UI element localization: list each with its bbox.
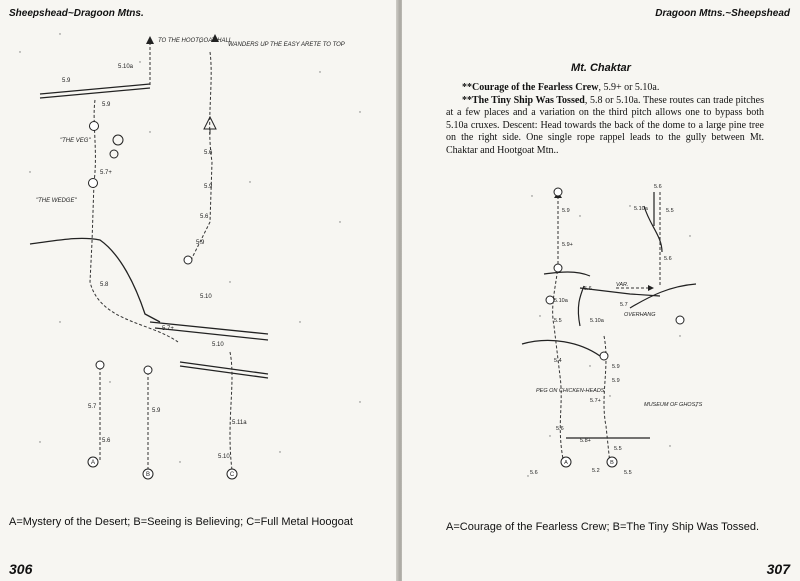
running-head-left: Sheepshead~Dragoon Mtns. xyxy=(9,8,144,19)
grade-label: 5.9+ xyxy=(562,242,573,248)
grade-label: 5.8+ xyxy=(580,438,591,444)
left-caption: A=Mystery of the Desert; B=Seeing is Believing; C=Full Metal Hoogoat xyxy=(9,516,353,528)
page-number-right: 307 xyxy=(766,561,790,577)
right-page xyxy=(402,0,800,581)
grade-label: 5.7 xyxy=(88,404,97,410)
grade-label: 5.6 xyxy=(654,184,662,190)
grade-label: 5.9 xyxy=(204,184,213,190)
grade-label: 5.6 xyxy=(204,150,213,156)
grade-label: 5.9 xyxy=(102,102,111,108)
bush-icon xyxy=(113,135,123,145)
right-caption: A=Courage of the Fearless Crew; B=The Tiny Ship Was Tossed. xyxy=(446,521,760,533)
belay-marker xyxy=(554,264,562,272)
belay-marker xyxy=(96,361,104,369)
grade-label: 5.6 xyxy=(556,426,564,432)
grade-label: 5.7 xyxy=(620,302,628,308)
running-head-right: Dragoon Mtns.~Sheepshead xyxy=(655,8,790,19)
grade-label: 5.5 xyxy=(614,446,622,452)
route2-paragraph: **The Tiny Ship Was Tossed, 5.8 or 5.10a. These routes can trade pitches at a few places and a variation on the third pitch allows one to bypass both 5.10a cruxes. Descent: Head towards the back of the dome to a large pine tree on the right side. One single rope rappel leads to the gully between Mt. Chaktar and Hootgoat Mtn.. xyxy=(446,94,765,156)
label-peg: PEG ON CHICKEN-HEADS xyxy=(536,388,605,394)
route-description xyxy=(446,82,764,157)
grade-label: 5.9 xyxy=(152,408,161,414)
grade-label: 5.6 xyxy=(200,214,209,220)
marker-letter-b: B xyxy=(145,472,151,478)
belay-marker xyxy=(184,256,192,264)
arrow-up-icon xyxy=(146,36,154,44)
grade-label: 5.10a xyxy=(554,298,568,304)
grade-label: 5.11a xyxy=(232,420,247,426)
grade-label: 5.10a xyxy=(590,318,604,324)
route-c-line xyxy=(230,352,232,470)
grade-label: 5.6 xyxy=(584,286,592,292)
grade-label: 5.2 xyxy=(592,468,600,474)
section-title: Mt. Chaktar xyxy=(571,62,631,74)
label-museum: MUSEUM OF GHOSTS xyxy=(644,402,703,408)
belay-marker xyxy=(89,179,98,188)
route2-name: The Tiny Ship Was Tossed xyxy=(472,94,585,106)
page-number-left: 306 xyxy=(9,561,33,577)
grade-label: 5.10a xyxy=(634,206,648,212)
grade-label: 5.5 xyxy=(554,318,562,324)
right-topo-diagram xyxy=(520,176,706,484)
grade-label: 5.6 xyxy=(664,256,672,262)
label-the-wedge: "THE WEDGE" xyxy=(36,198,77,204)
belay-marker xyxy=(676,316,684,324)
grade-label: 5.7+ xyxy=(100,170,112,176)
left-topo-diagram xyxy=(0,22,398,492)
label-to-hootgoat: TO THE HOOTGOAT HALL xyxy=(158,38,233,44)
left-page xyxy=(0,0,398,581)
grade-label: 5.9 xyxy=(612,378,620,384)
belay-marker xyxy=(90,122,99,131)
grade-label: 5.10a xyxy=(118,64,134,70)
grade-label: 5.5 xyxy=(624,470,632,476)
marker-letter-a: A xyxy=(564,460,568,466)
marker-letter-c: C xyxy=(229,472,235,478)
grade-label: 5.10 xyxy=(218,454,230,460)
route1-paragraph: **Courage of the Fearless Crew, 5.9+ or 5.10a. xyxy=(462,82,660,93)
grade-label: 5.5 xyxy=(666,208,674,214)
label-var: VAR. xyxy=(616,282,629,288)
grade-label: 5.6 xyxy=(102,438,111,444)
grade-label: 5.4 xyxy=(554,358,562,364)
grade-label: 5.10 xyxy=(212,342,224,348)
grade-label: 5.10 xyxy=(200,294,212,300)
belay-marker xyxy=(600,352,608,360)
belay-marker xyxy=(144,366,152,374)
marker-letter-a: A xyxy=(90,460,96,466)
grade-label: 5.9 xyxy=(62,78,71,84)
route-arete-line xyxy=(190,52,212,262)
belay-marker xyxy=(546,296,554,304)
ledge-middle xyxy=(30,238,160,322)
grade-label: 5.7+ xyxy=(590,398,601,404)
marker-letter-b: B xyxy=(610,460,614,466)
grade-label: 5.9 xyxy=(562,208,570,214)
grade-label: 5.9 xyxy=(196,240,205,246)
grade-label: 5.9 xyxy=(612,364,620,370)
belay-marker xyxy=(554,188,562,196)
speckle-texture xyxy=(19,33,360,462)
grade-label: 5.6 xyxy=(530,470,538,476)
label-the-veg: "THE VEG" xyxy=(60,138,91,144)
route-a-line xyxy=(90,100,178,342)
route1-name: Courage of the Fearless Crew xyxy=(472,82,599,93)
label-overhang: OVERHANG xyxy=(624,312,656,318)
label-wanders: WANDERS UP THE EASY ARETE TO TOP xyxy=(228,42,345,48)
grade-label: 5.8 xyxy=(100,282,109,288)
grade-label: 5.7+ xyxy=(162,326,174,332)
